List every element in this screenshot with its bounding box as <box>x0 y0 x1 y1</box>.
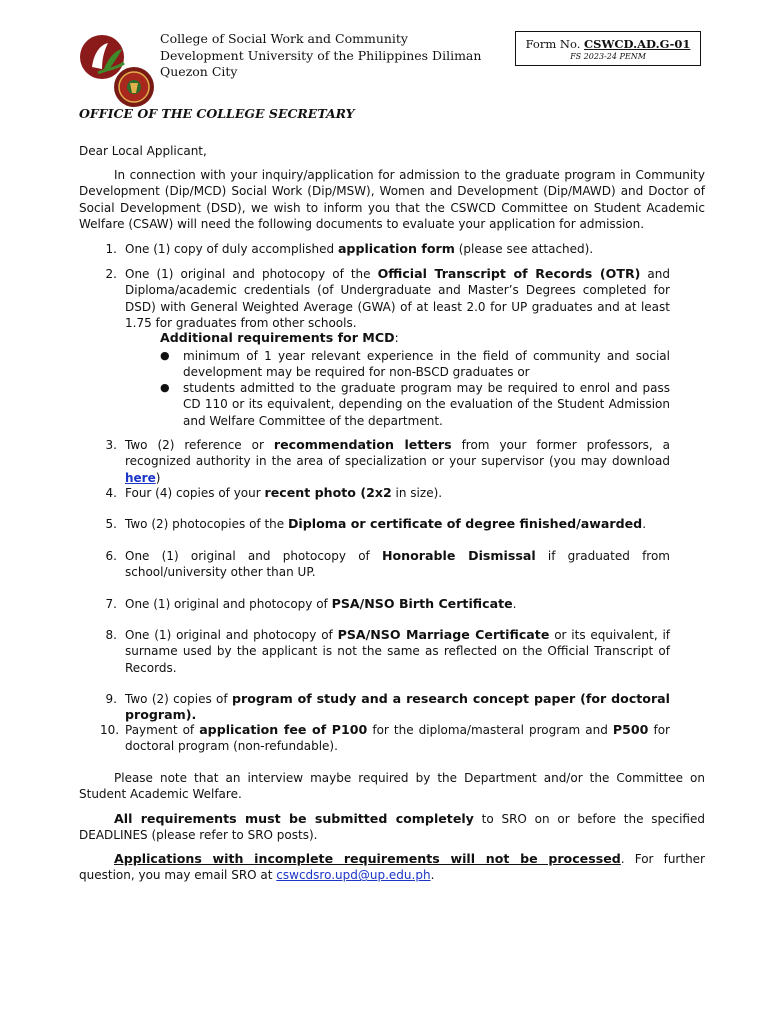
interview-note: Please note that an interview maybe required by the Department and/or the Committee on Student Academic Welfare. <box>79 771 705 802</box>
bullet-icon: ● <box>160 381 170 394</box>
list-item: 1. One (1) copy of duly accomplished application form (please see attached). <box>105 241 594 256</box>
list-item: 8. One (1) original and photocopy of PSA/NSO Marriage Certificate or its equivalent, if surname used by the applicant is not the same as reflected on the Official Transcript of Records. <box>105 627 671 675</box>
list-item: 6. One (1) original and photocopy of Honorable Dismissal if graduated from school/university other than UP. <box>105 548 670 580</box>
list-item: 7. One (1) original and photocopy of PSA/NSO Birth Certificate. <box>105 596 517 611</box>
salutation: Dear Local Applicant, <box>79 144 207 158</box>
bullet-item: ● students admitted to the graduate program may be required to enrol and pass CD 110 or its equivalent, depending on the evaluation of the Student Admission and Welfare Committee of the department. <box>160 381 670 428</box>
incomplete-requirements-note: Applications with incomplete requirements will not be processed. For further question, you may email SRO at cswcdsro.upd@up.edu.ph. <box>79 851 705 883</box>
up-seal-icon <box>114 67 154 107</box>
list-item: 4. Four (4) copies of your recent photo (2x2 in size). <box>105 485 443 500</box>
bullet-icon: ● <box>160 349 170 362</box>
institution-line: Development University of the Philippines Diliman <box>160 47 482 63</box>
form-number: CSWCD.AD.G-01 <box>584 37 691 51</box>
list-item: 10. Payment of application fee of P100 for the diploma/masteral program and P500 for doctoral program (non-refundable). <box>100 722 670 754</box>
form-subcode: FS 2023-24 PENM <box>570 52 646 61</box>
institution-line: Quezon City <box>160 64 238 79</box>
list-item: 3. Two (2) reference or recommendation letters from your former professors, a recognized authority in the area of specialization or your supervisor (you may download here) <box>105 437 670 485</box>
intro-paragraph: In connection with your inquiry/application for admission to the graduate program in Community Development (Dip/MCD) Social Work (Dip/MSW), Women and Development (Dip/MAWD) and Doctor of Social Development (DSD), we wish to inform you that the CSWCD Committee on Student Academic Welfare (CSAW) will need the following documents to evaluate your application for admission. <box>79 168 705 231</box>
list-item: 9. Two (2) copies of program of study and a research concept paper (for doctoral program). <box>105 691 670 723</box>
form-number-box <box>515 31 701 66</box>
complete-requirements-note: All requirements must be submitted completely to SRO on or before the specified DEADLINES (please refer to SRO posts). <box>79 811 705 843</box>
list-item: 5. Two (2) photocopies of the Diploma or certificate of degree finished/awarded. <box>105 516 647 531</box>
form-number-label: Form No. <box>525 37 581 51</box>
institution-line: College of Social Work and Community <box>160 31 408 46</box>
office-title: OFFICE OF THE COLLEGE SECRETARY <box>79 106 355 121</box>
additional-requirements-heading: Additional requirements for MCD: <box>160 330 399 345</box>
list-item: 2. One (1) original and photocopy of the Official Transcript of Records (OTR) and Diploma/academic credentials (of Undergraduate and Master’s Degrees completed for DSD) with General Weighted Average (GWA) of at least 2.0 for UP graduates and at least 1.75 for graduates from other schools. <box>105 266 671 330</box>
institution-logos <box>78 33 156 109</box>
sro-email-link[interactable]: cswcdsro.upd@up.edu.ph <box>276 868 431 883</box>
bullet-item: ● minimum of 1 year relevant experience in the field of community and social development may be required for non-BSCD graduates or <box>160 349 670 380</box>
institution-name <box>160 31 481 81</box>
cswcd-logo-icon <box>80 35 124 79</box>
download-here-link[interactable]: here <box>125 470 156 485</box>
